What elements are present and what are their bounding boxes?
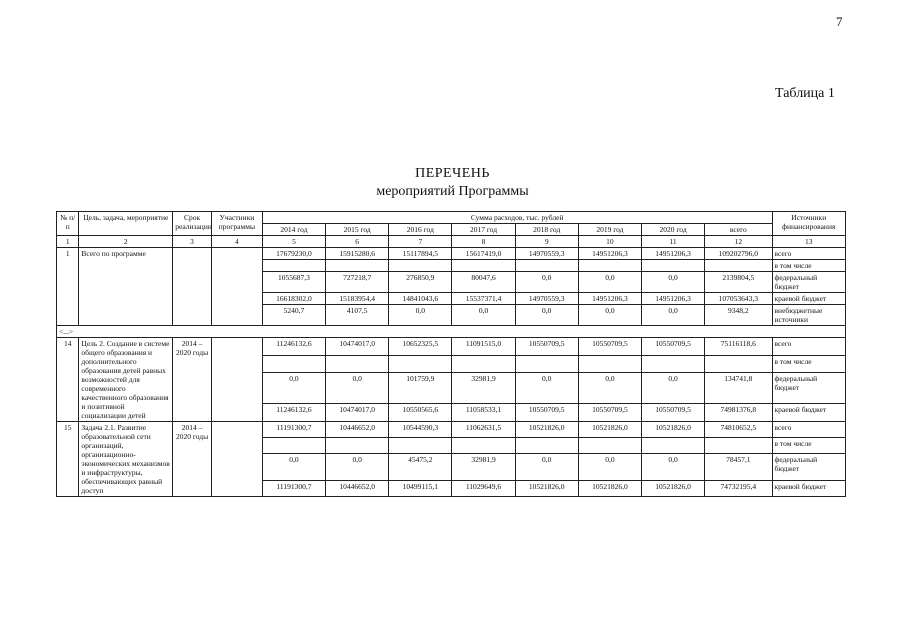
amount-cell: 10474017,0 — [326, 338, 389, 356]
amount-cell: 0,0 — [326, 373, 389, 404]
source-cell: всего — [772, 338, 845, 356]
header-term: Срок реализации — [173, 212, 212, 236]
amount-cell — [515, 260, 578, 272]
amount-cell — [452, 355, 515, 373]
amount-cell: 10521826,0 — [578, 481, 641, 497]
row-number: 1 — [57, 248, 79, 326]
amount-cell: 0,0 — [515, 453, 578, 481]
amount-cell: 15537371,4 — [452, 293, 515, 305]
header-year: 2019 год — [578, 224, 641, 236]
amount-cell: 0,0 — [515, 272, 578, 293]
amount-cell: 107053643,3 — [705, 293, 772, 305]
amount-cell: 14951206,3 — [578, 293, 641, 305]
column-number: 13 — [772, 236, 845, 248]
amount-cell — [389, 355, 452, 373]
amount-cell — [705, 437, 772, 453]
program-measures-table — [56, 211, 846, 497]
source-cell: краевой бюджет — [772, 404, 845, 422]
amount-cell: 0,0 — [578, 373, 641, 404]
amount-cell: 10521826,0 — [641, 481, 704, 497]
amount-cell: 0,0 — [262, 373, 325, 404]
amount-cell: 0,0 — [641, 373, 704, 404]
header-year: 2018 год — [515, 224, 578, 236]
amount-cell: 11091515,0 — [452, 338, 515, 356]
page-number: 7 — [836, 14, 843, 29]
amount-cell: 134741,8 — [705, 373, 772, 404]
separator-row — [57, 326, 846, 338]
amount-cell: 11191300,7 — [262, 481, 325, 497]
row-number: 14 — [57, 338, 79, 422]
amount-cell — [641, 355, 704, 373]
source-cell: всего — [772, 422, 845, 438]
column-number: 2 — [79, 236, 173, 248]
amount-cell: 2139804,5 — [705, 272, 772, 293]
amount-cell: 10550709,5 — [578, 338, 641, 356]
participants-cell — [211, 338, 262, 422]
column-number: 8 — [452, 236, 515, 248]
amount-cell: 0,0 — [578, 453, 641, 481]
amount-cell — [326, 355, 389, 373]
amount-cell: 11191300,7 — [262, 422, 325, 438]
amount-cell — [326, 437, 389, 453]
row-number: 15 — [57, 422, 79, 497]
amount-cell — [389, 260, 452, 272]
amount-cell: 727218,7 — [326, 272, 389, 293]
amount-cell: 0,0 — [641, 305, 704, 326]
amount-cell — [262, 260, 325, 272]
amount-cell: 10550709,5 — [641, 404, 704, 422]
amount-cell: 276850,9 — [389, 272, 452, 293]
amount-cell: 74732195,4 — [705, 481, 772, 497]
source-cell: в том числе — [772, 437, 845, 453]
amount-cell: 10521826,0 — [578, 422, 641, 438]
source-cell: в том числе — [772, 260, 845, 272]
amount-cell: 45475,2 — [389, 453, 452, 481]
column-number: 7 — [389, 236, 452, 248]
header-year: 2014 год — [262, 224, 325, 236]
amount-cell — [705, 355, 772, 373]
amount-cell: 0,0 — [578, 272, 641, 293]
header-year: 2015 год — [326, 224, 389, 236]
header-goal: Цель, задача, мероприятие — [79, 212, 173, 236]
amount-cell — [262, 437, 325, 453]
amount-cell: 10521826,0 — [515, 422, 578, 438]
table-row — [57, 422, 846, 438]
amount-cell: 10550709,5 — [515, 404, 578, 422]
amount-cell: 10550709,5 — [578, 404, 641, 422]
amount-cell: 10474017,0 — [326, 404, 389, 422]
column-number: 3 — [173, 236, 212, 248]
amount-cell: 0,0 — [578, 305, 641, 326]
amount-cell: 10652325,5 — [389, 338, 452, 356]
amount-cell: 101759,9 — [389, 373, 452, 404]
amount-cell — [452, 437, 515, 453]
amount-cell — [705, 260, 772, 272]
column-number: 6 — [326, 236, 389, 248]
table-row — [57, 338, 846, 356]
amount-cell: 17679230,0 — [262, 248, 325, 260]
header-sources: Источники финансирования — [772, 212, 845, 236]
column-number: 5 — [262, 236, 325, 248]
amount-cell — [578, 355, 641, 373]
amount-cell: 15915280,6 — [326, 248, 389, 260]
goal-text: Цель 2. Создание в системе общего образования и дополнительного образования детей равных возможностей для современного качественного образования и позитивной социализации детей — [79, 338, 173, 422]
amount-cell — [326, 260, 389, 272]
amount-cell: 14841043,6 — [389, 293, 452, 305]
amount-cell — [578, 437, 641, 453]
table-row — [57, 248, 846, 260]
header-year: всего — [705, 224, 772, 236]
column-number: 1 — [57, 236, 79, 248]
amount-cell: 11029649,6 — [452, 481, 515, 497]
amount-cell: 32981,9 — [452, 373, 515, 404]
amount-cell: 10521826,0 — [641, 422, 704, 438]
amount-cell: 15617419,0 — [452, 248, 515, 260]
amount-cell: 74810652,5 — [705, 422, 772, 438]
amount-cell: 0,0 — [515, 305, 578, 326]
amount-cell: 10521826,0 — [515, 481, 578, 497]
column-number: 4 — [211, 236, 262, 248]
amount-cell: 0,0 — [641, 453, 704, 481]
column-number: 11 — [641, 236, 704, 248]
source-cell: всего — [772, 248, 845, 260]
amount-cell: 14970559,3 — [515, 248, 578, 260]
source-cell: федеральный бюджет — [772, 272, 845, 293]
source-cell: федеральный бюджет — [772, 373, 845, 404]
amount-cell: 78457,1 — [705, 453, 772, 481]
amount-cell — [641, 260, 704, 272]
amount-cell: 0,0 — [641, 272, 704, 293]
amount-cell: 0,0 — [326, 453, 389, 481]
amount-cell: 10550709,5 — [641, 338, 704, 356]
amount-cell: 15117894,5 — [389, 248, 452, 260]
amount-cell: 0,0 — [515, 373, 578, 404]
amount-cell: 14951206,3 — [578, 248, 641, 260]
source-cell: в том числе — [772, 355, 845, 373]
source-cell: федеральный бюджет — [772, 453, 845, 481]
amount-cell: 1055687,3 — [262, 272, 325, 293]
amount-cell: 74981376,8 — [705, 404, 772, 422]
source-cell: краевой бюджет — [772, 293, 845, 305]
separator-text: <...> — [57, 326, 846, 338]
goal-text: Задача 2.1. Развитие образовательной сети организаций, организационно-экономических механизмов и инфраструктуры, обеспечивающих равный доступ — [79, 422, 173, 497]
amount-cell: 32981,9 — [452, 453, 515, 481]
source-cell: внебюджетные источники — [772, 305, 845, 326]
amount-cell: 15183954,4 — [326, 293, 389, 305]
column-number: 12 — [705, 236, 772, 248]
document-subtitle: мероприятий Программы — [376, 184, 529, 199]
header-year: 2017 год — [452, 224, 515, 236]
header-year: 2020 год — [641, 224, 704, 236]
amount-cell — [578, 260, 641, 272]
table-label: Таблица 1 — [775, 86, 835, 101]
amount-cell: 80047,6 — [452, 272, 515, 293]
amount-cell: 11062631,5 — [452, 422, 515, 438]
amount-cell: 10550709,5 — [515, 338, 578, 356]
header-year: 2016 год — [389, 224, 452, 236]
header-num: № п/п — [57, 212, 79, 236]
amount-cell: 10446652,0 — [326, 481, 389, 497]
amount-cell: 11246132,6 — [262, 404, 325, 422]
amount-cell: 10446652,0 — [326, 422, 389, 438]
amount-cell: 10550565,6 — [389, 404, 452, 422]
amount-cell: 5240,7 — [262, 305, 325, 326]
amount-cell: 10544590,3 — [389, 422, 452, 438]
amount-cell — [515, 355, 578, 373]
amount-cell — [641, 437, 704, 453]
column-number: 9 — [515, 236, 578, 248]
header-sum: Сумма расходов, тыс. рублей — [262, 212, 772, 224]
amount-cell: 16618302,0 — [262, 293, 325, 305]
amount-cell: 0,0 — [389, 305, 452, 326]
amount-cell — [262, 355, 325, 373]
amount-cell — [515, 437, 578, 453]
amount-cell: 0,0 — [452, 305, 515, 326]
amount-cell: 4107,5 — [326, 305, 389, 326]
amount-cell: 10499115,1 — [389, 481, 452, 497]
amount-cell: 75116118,6 — [705, 338, 772, 356]
term-text: 2014 – 2020 годы — [173, 338, 212, 422]
amount-cell: 11058533,1 — [452, 404, 515, 422]
term-text: 2014 – 2020 годы — [173, 422, 212, 497]
source-cell: краевой бюджет — [772, 481, 845, 497]
amount-cell: 14970559,3 — [515, 293, 578, 305]
term-text — [173, 248, 212, 326]
amount-cell: 109202796,0 — [705, 248, 772, 260]
header-participants: Участники программы — [211, 212, 262, 236]
column-number: 10 — [578, 236, 641, 248]
document-title: ПЕРЕЧЕНЬ — [415, 166, 490, 181]
participants-cell — [211, 248, 262, 326]
amount-cell: 9348,2 — [705, 305, 772, 326]
amount-cell: 14951206,3 — [641, 248, 704, 260]
participants-cell — [211, 422, 262, 497]
amount-cell — [389, 437, 452, 453]
goal-text: Всего по программе — [79, 248, 173, 326]
amount-cell — [452, 260, 515, 272]
amount-cell: 0,0 — [262, 453, 325, 481]
amount-cell: 11246132,6 — [262, 338, 325, 356]
amount-cell: 14951206,3 — [641, 293, 704, 305]
